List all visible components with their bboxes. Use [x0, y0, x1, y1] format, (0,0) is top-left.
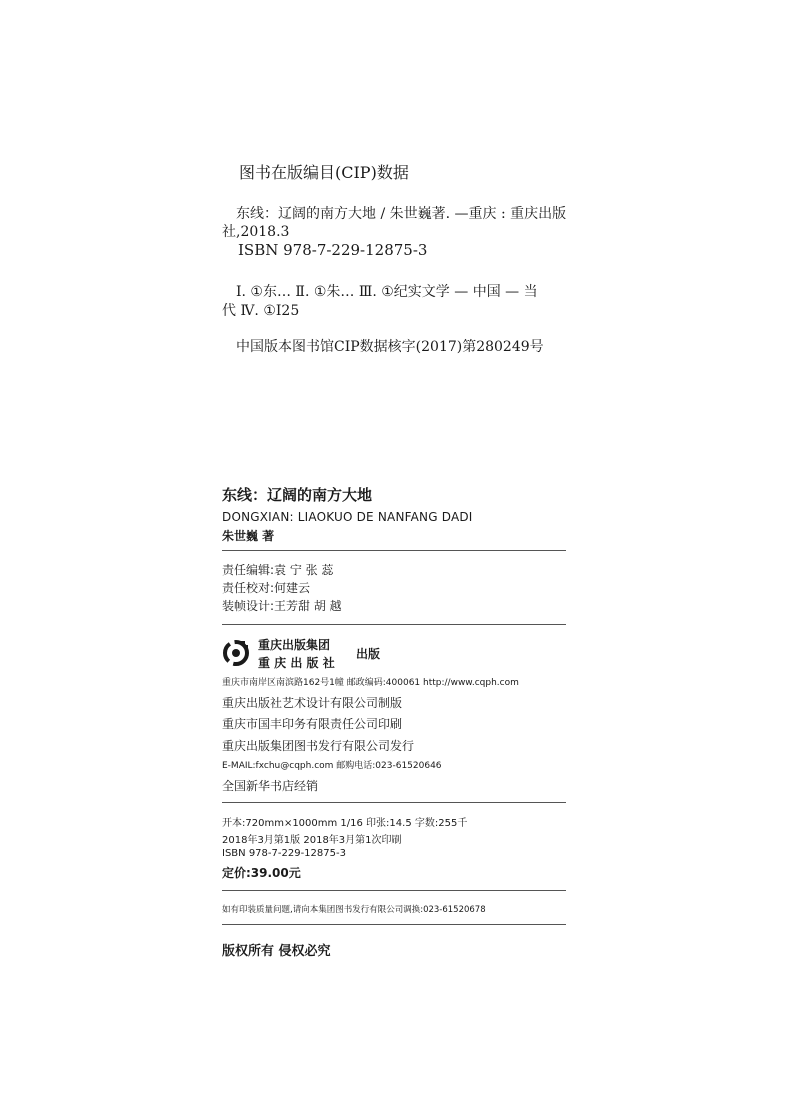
cip-subject-line1: Ⅰ. ①东… Ⅱ. ①朱… Ⅲ. ①纪实文学 — 中国 — 当	[236, 284, 538, 300]
cip-entry-line2: 社,2018.3	[222, 224, 290, 240]
divider-4	[222, 890, 566, 891]
copyright-notice: 版权所有 侵权必究	[222, 944, 331, 959]
book-title: 东线：辽阔的南方大地	[222, 486, 373, 504]
cip-subject-line2: 代 Ⅳ. ①I25	[222, 303, 300, 319]
divider-3	[222, 802, 566, 803]
staff-editor: 责任编辑:袁 宁 张 蕊	[222, 563, 334, 577]
edition-line: 2018年3月第1版 2018年3月第1次印刷	[222, 835, 402, 846]
cip-record: 中国版本图书馆CIP数据核字(2017)第280249号	[236, 339, 544, 355]
divider-1	[222, 550, 566, 551]
publisher-house-name: 重 庆 出 版 社	[258, 656, 335, 670]
format-line: 开本:720mm×1000mm 1/16 印张:14.5 字数:255千	[222, 818, 468, 829]
design-line: 重庆出版社艺术设计有限公司制版	[222, 696, 403, 710]
published-label: 出版	[356, 647, 381, 661]
cip-heading: 图书在版编目(CIP)数据	[239, 163, 409, 182]
publisher-address: 重庆市南岸区南滨路162号1幢 邮政编码:400061 http://www.cqph.com	[222, 678, 519, 688]
publisher-logo-icon	[222, 639, 250, 667]
price: 定价:39.00元	[222, 866, 301, 880]
distribution-line: 重庆出版集团图书发行有限公司发行	[222, 739, 415, 753]
divider-2	[222, 624, 566, 625]
book-pinyin: DONGXIAN: LIAOKUO DE NANFANG DADI	[222, 510, 473, 524]
publisher-group-name: 重庆出版集团	[258, 638, 331, 652]
print-line: 重庆市国丰印务有限责任公司印刷	[222, 717, 403, 731]
specs-isbn: ISBN 978-7-229-12875-3	[222, 848, 346, 859]
staff-designer: 装帧设计:王芳甜 胡 越	[222, 599, 342, 613]
cip-entry-line1: 东线：辽阔的南方大地 / 朱世巍著. —重庆 : 重庆出版	[236, 206, 567, 222]
staff-proofreader: 责任校对:何建云	[222, 581, 311, 595]
cip-isbn: ISBN 978-7-229-12875-3	[238, 241, 428, 259]
retail-line: 全国新华书店经销	[222, 779, 319, 793]
contact-line: E-MAIL:fxchu@cqph.com 邮购电话:023-61520646	[222, 761, 442, 771]
book-author: 朱世巍 著	[222, 529, 275, 543]
divider-5	[222, 924, 566, 925]
quality-notice: 如有印装质量问题,请向本集团图书发行有限公司调换:023-61520678	[222, 905, 486, 915]
